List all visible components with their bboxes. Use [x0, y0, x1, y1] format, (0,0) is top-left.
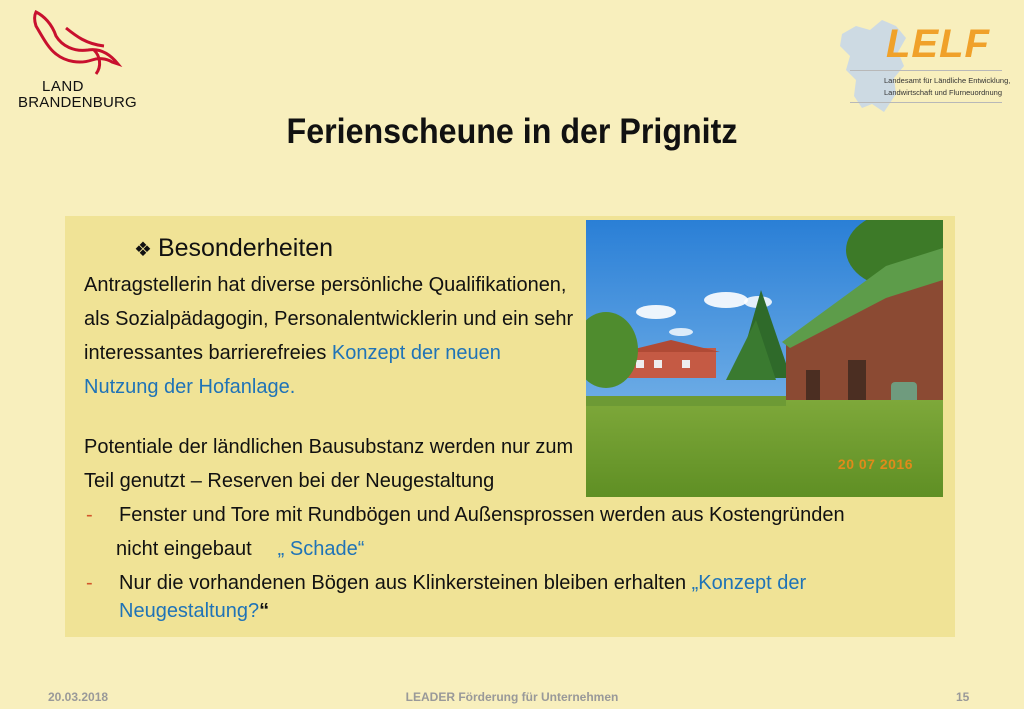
- concept-highlight: Konzept der neuen: [331, 342, 501, 364]
- eagle-icon: [14, 6, 134, 86]
- lelf-subtitle-line2: Landwirtschaft und Flurneuordnung: [884, 88, 1002, 97]
- closing-quote: “: [259, 600, 270, 622]
- footer-date: 20.03.2018: [48, 690, 109, 704]
- brandenburg-logo-line1: LAND: [42, 78, 85, 95]
- section-heading-text: Besonderheiten: [157, 234, 334, 262]
- list-dash: -: [86, 572, 93, 594]
- para2-line1: Potentiale der ländlichen Bausubstanz werden nur zum: [84, 436, 574, 458]
- para1-line3: [84, 342, 501, 365]
- brandenburg-logo-line2: BRANDENBURG: [18, 94, 137, 111]
- section-heading: [134, 234, 333, 263]
- footer-title: LEADER Förderung für Unternehmen: [405, 690, 619, 704]
- para1-line3-text: interessantes barrierefreies: [84, 342, 332, 364]
- item1-line1: Fenster und Tore mit Rundbögen und Außensprossen werden aus Kostengründen: [119, 504, 845, 526]
- item1-line2: [116, 538, 364, 561]
- farm-photo: [586, 220, 943, 497]
- page-number: 15: [956, 690, 970, 704]
- item2-line2: [119, 600, 269, 623]
- para2-line2: Teil genutzt – Reserven bei der Neugestaltung: [84, 470, 495, 492]
- lelf-logo: [836, 12, 1012, 116]
- lelf-wordmark: LELF: [886, 22, 990, 66]
- logo-divider: [850, 102, 1002, 103]
- schade-highlight: „ Schade“: [277, 538, 365, 560]
- item2-line1: [119, 572, 806, 595]
- concept-question-highlight: „Konzept der: [691, 572, 807, 594]
- logo-divider: [850, 70, 1002, 71]
- concept-question-highlight-end: Neugestaltung?: [119, 600, 260, 622]
- land-brandenburg-logo: [14, 6, 154, 114]
- list-dash: -: [86, 504, 93, 526]
- item1-line2-text: nicht eingebaut: [116, 538, 252, 560]
- para1-line1: Antragstellerin hat diverse persönliche Qualifikationen,: [84, 274, 567, 296]
- diamond-bullet-icon: ❖: [134, 239, 152, 261]
- para1-line4: Nutzung der Hofanlage.: [84, 376, 296, 398]
- item2-line1-text: Nur die vorhandenen Bögen aus Klinkersteinen bleiben erhalten: [119, 572, 692, 594]
- photo-date-stamp: 20 07 2016: [837, 456, 913, 472]
- slide-title: Ferienscheune in der Prignitz: [286, 112, 738, 151]
- lelf-subtitle-line1: Landesamt für Ländliche Entwicklung,: [884, 76, 1011, 85]
- para1-line2: als Sozialpädagogin, Personalentwicklerin und ein sehr: [84, 308, 574, 330]
